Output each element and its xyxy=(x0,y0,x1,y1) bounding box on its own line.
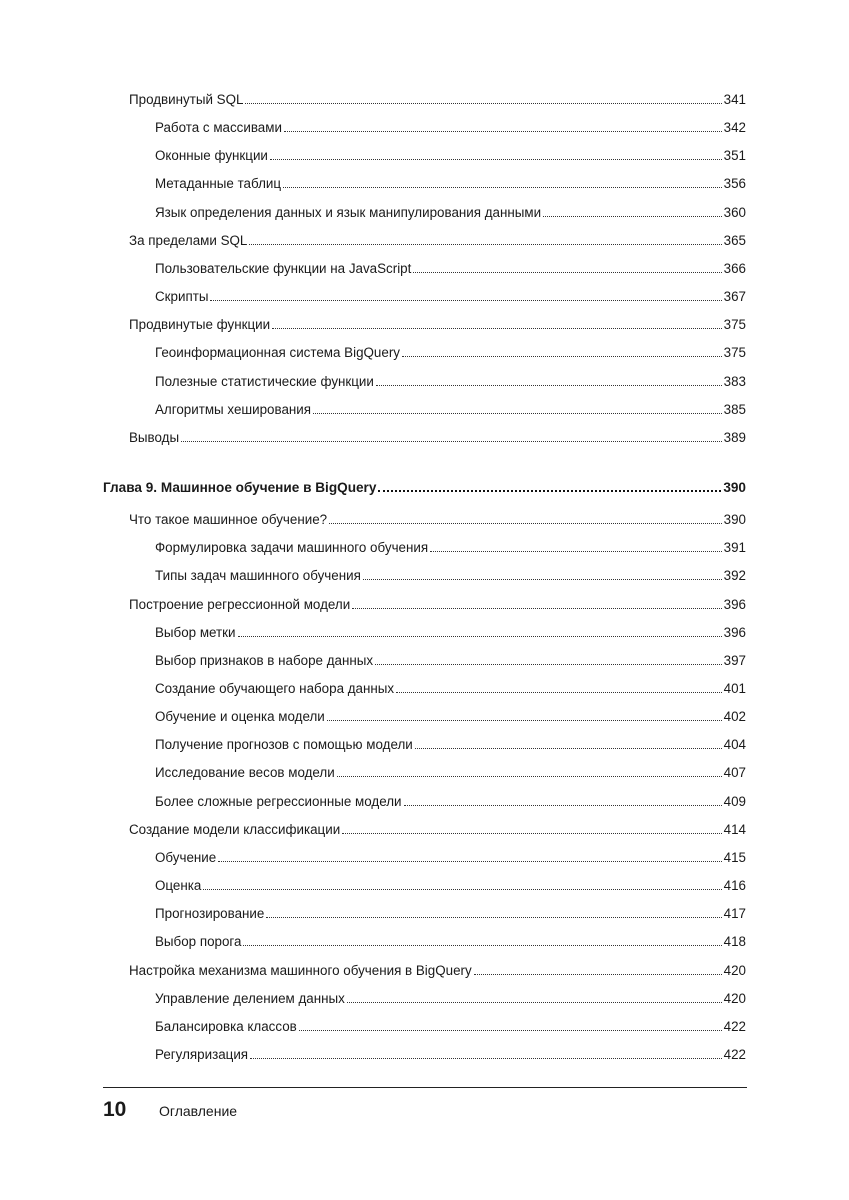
toc-entry xyxy=(155,926,746,950)
toc-entry-title: Балансировка классов xyxy=(155,1018,297,1034)
toc-page-number: 385 xyxy=(723,401,746,417)
toc-entry xyxy=(129,814,746,838)
dot-leader xyxy=(218,861,721,862)
toc-entry-title: Обучение и оценка модели xyxy=(155,709,325,725)
toc-page-number: 383 xyxy=(723,373,746,389)
dot-leader xyxy=(266,917,721,918)
dot-leader xyxy=(284,131,722,132)
toc-entry xyxy=(129,225,746,249)
toc-entry-title: За пределами SQL xyxy=(129,232,248,248)
toc-entry xyxy=(129,84,746,108)
toc-page-number: 375 xyxy=(723,345,746,361)
toc-page-number: 414 xyxy=(723,821,746,837)
toc-page-number: 375 xyxy=(723,317,746,333)
dot-leader xyxy=(181,441,722,442)
dot-leader xyxy=(376,385,722,386)
toc-entry xyxy=(155,729,746,753)
toc-page-number: 365 xyxy=(723,232,746,248)
toc-entry-title: Управление делением данных xyxy=(155,990,345,1006)
dot-leader xyxy=(342,833,721,834)
toc-page-number: 415 xyxy=(723,849,746,865)
toc-entry-title: Более сложные регрессионные модели xyxy=(155,793,402,809)
toc-entry xyxy=(155,140,746,164)
toc-entry xyxy=(129,309,746,333)
toc-page-number: 391 xyxy=(723,540,746,556)
toc-page-number: 351 xyxy=(723,148,746,164)
toc-entry-title: Алгоритмы хеширования xyxy=(155,401,312,417)
toc-entry xyxy=(129,955,746,979)
footer-running-title: Оглавление xyxy=(159,1103,238,1119)
dot-leader xyxy=(249,244,721,245)
toc-entry-title: Прогнозирование xyxy=(155,906,265,922)
toc-entry xyxy=(155,366,746,390)
dot-leader xyxy=(238,636,722,637)
toc-page-number: 396 xyxy=(723,624,746,640)
toc-entry xyxy=(129,504,746,528)
dot-leader xyxy=(250,1058,722,1059)
dot-leader xyxy=(363,579,722,580)
toc-entry-title: Получение прогнозов с помощью модели xyxy=(155,737,413,753)
toc-page-number: 390 xyxy=(723,512,746,528)
dot-leader xyxy=(474,974,722,975)
toc-entry-title: Построение регрессионной модели xyxy=(129,596,351,612)
footer-divider xyxy=(103,1087,747,1088)
toc-entry xyxy=(155,168,746,192)
toc-page-number: 417 xyxy=(723,906,746,922)
toc-entry-title: Исследование весов модели xyxy=(155,765,335,781)
dot-leader xyxy=(396,692,722,693)
dot-leader xyxy=(245,103,721,104)
toc-entry xyxy=(155,701,746,725)
toc-page-number: 356 xyxy=(723,176,746,192)
toc-entry xyxy=(155,253,746,277)
toc-entry-title: Создание модели классификации xyxy=(129,821,341,837)
dot-leader xyxy=(352,608,721,609)
toc-page-number: 341 xyxy=(723,92,746,107)
toc-entry-title: Создание обучающего набора данных xyxy=(155,681,395,696)
toc-entry xyxy=(155,197,746,221)
toc-page-number: 367 xyxy=(723,289,746,305)
toc-entry xyxy=(155,786,746,810)
toc-entry-title: Выбор признаков в наборе данных xyxy=(155,652,374,668)
dot-leader xyxy=(413,272,721,273)
toc-entry xyxy=(155,560,746,584)
toc-page-number: 389 xyxy=(723,429,746,445)
toc-page-number: 422 xyxy=(723,1018,746,1034)
dot-leader xyxy=(299,1030,722,1031)
dot-leader xyxy=(430,551,722,552)
toc-page-number: 396 xyxy=(723,596,746,612)
toc-entry-title: Выводы xyxy=(129,429,180,445)
toc-page-number: 390 xyxy=(723,479,746,495)
dot-leader xyxy=(337,776,722,777)
chapter-heading xyxy=(103,472,746,496)
dot-leader xyxy=(347,1002,722,1003)
dot-leader xyxy=(270,159,722,160)
toc-entry xyxy=(129,589,746,613)
toc-entry-title: Оконные функции xyxy=(155,148,268,164)
dot-leader xyxy=(313,413,722,414)
toc-page-number: 360 xyxy=(723,204,746,220)
toc-page-number: 404 xyxy=(723,737,746,753)
toc-entry xyxy=(155,645,746,669)
toc-page-number: 420 xyxy=(723,962,746,978)
dot-leader xyxy=(327,720,722,721)
toc-entry xyxy=(155,898,746,922)
toc-page-number: 342 xyxy=(723,120,746,136)
toc-page-number: 418 xyxy=(723,934,746,950)
toc-entry-title: Глава 9. Машинное обучение в BigQuery xyxy=(103,479,377,495)
dot-leader xyxy=(210,300,721,301)
dot-leader xyxy=(283,187,722,188)
toc-entry-title: Выбор метки xyxy=(155,624,236,640)
toc-entry-title: Метаданные таблиц xyxy=(155,176,282,192)
toc-entry xyxy=(155,1039,746,1063)
toc-entry-title: Язык определения данных и язык манипулирования данными xyxy=(155,204,542,220)
dot-leader xyxy=(378,490,721,492)
toc-entry xyxy=(155,983,746,1007)
toc-page-number: 409 xyxy=(723,793,746,809)
toc-entry-title: Пользовательские функции на JavaScript xyxy=(155,260,412,276)
toc-entry xyxy=(155,394,746,418)
dot-leader xyxy=(402,356,722,357)
toc-page-number: 407 xyxy=(723,765,746,781)
toc-entry xyxy=(129,422,746,446)
dot-leader xyxy=(543,216,722,217)
toc-entry-title: Выбор порога xyxy=(155,934,242,950)
dot-leader xyxy=(404,805,722,806)
dot-leader xyxy=(243,945,721,946)
toc-entry xyxy=(155,757,746,781)
toc-entry-title: Обучение xyxy=(155,849,217,865)
toc-page-number: 402 xyxy=(723,709,746,725)
toc-entry xyxy=(155,532,746,556)
toc-entry-title: Настройка механизма машинного обучения в BigQuery xyxy=(129,962,472,978)
toc-entry xyxy=(155,842,746,866)
toc-entry-title: Полезные статистические функции xyxy=(155,373,374,389)
toc-entry-title: Геоинформационная система BigQuery xyxy=(155,345,400,361)
toc-entry-title: Оценка xyxy=(155,878,202,894)
toc-page-number: 401 xyxy=(723,681,746,696)
toc-entry-title: Типы задач машинного обучения xyxy=(155,568,361,584)
toc-entry-title: Скрипты xyxy=(155,289,209,305)
toc-entry xyxy=(155,112,746,136)
toc-entry-title: Продвинутые функции xyxy=(129,317,271,333)
dot-leader xyxy=(203,889,721,890)
toc-entry-title: Регуляризация xyxy=(155,1046,249,1062)
toc-page-number: 366 xyxy=(723,260,746,276)
toc-entry xyxy=(155,617,746,641)
toc-entry-title: Работа с массивами xyxy=(155,120,282,136)
dot-leader xyxy=(375,664,722,665)
toc-entry-title: Продвинутый SQL xyxy=(129,92,244,107)
toc-page-number: 422 xyxy=(723,1046,746,1062)
toc-entry xyxy=(155,337,746,361)
toc-entry-title: Формулировка задачи машинного обучения xyxy=(155,540,429,556)
toc-entry xyxy=(155,1011,746,1035)
footer-page-number: 10 xyxy=(103,1098,127,1121)
toc-entry xyxy=(155,281,746,305)
toc-entry-title: Что такое машинное обучение? xyxy=(129,512,328,528)
toc-entry xyxy=(155,673,746,697)
toc-page-number: 397 xyxy=(723,652,746,668)
toc-page-number: 420 xyxy=(723,990,746,1006)
toc-page-number: 416 xyxy=(723,878,746,894)
toc-entry xyxy=(155,870,746,894)
toc-page-number: 392 xyxy=(723,568,746,584)
dot-leader xyxy=(272,328,722,329)
dot-leader xyxy=(415,748,722,749)
dot-leader xyxy=(329,523,722,524)
